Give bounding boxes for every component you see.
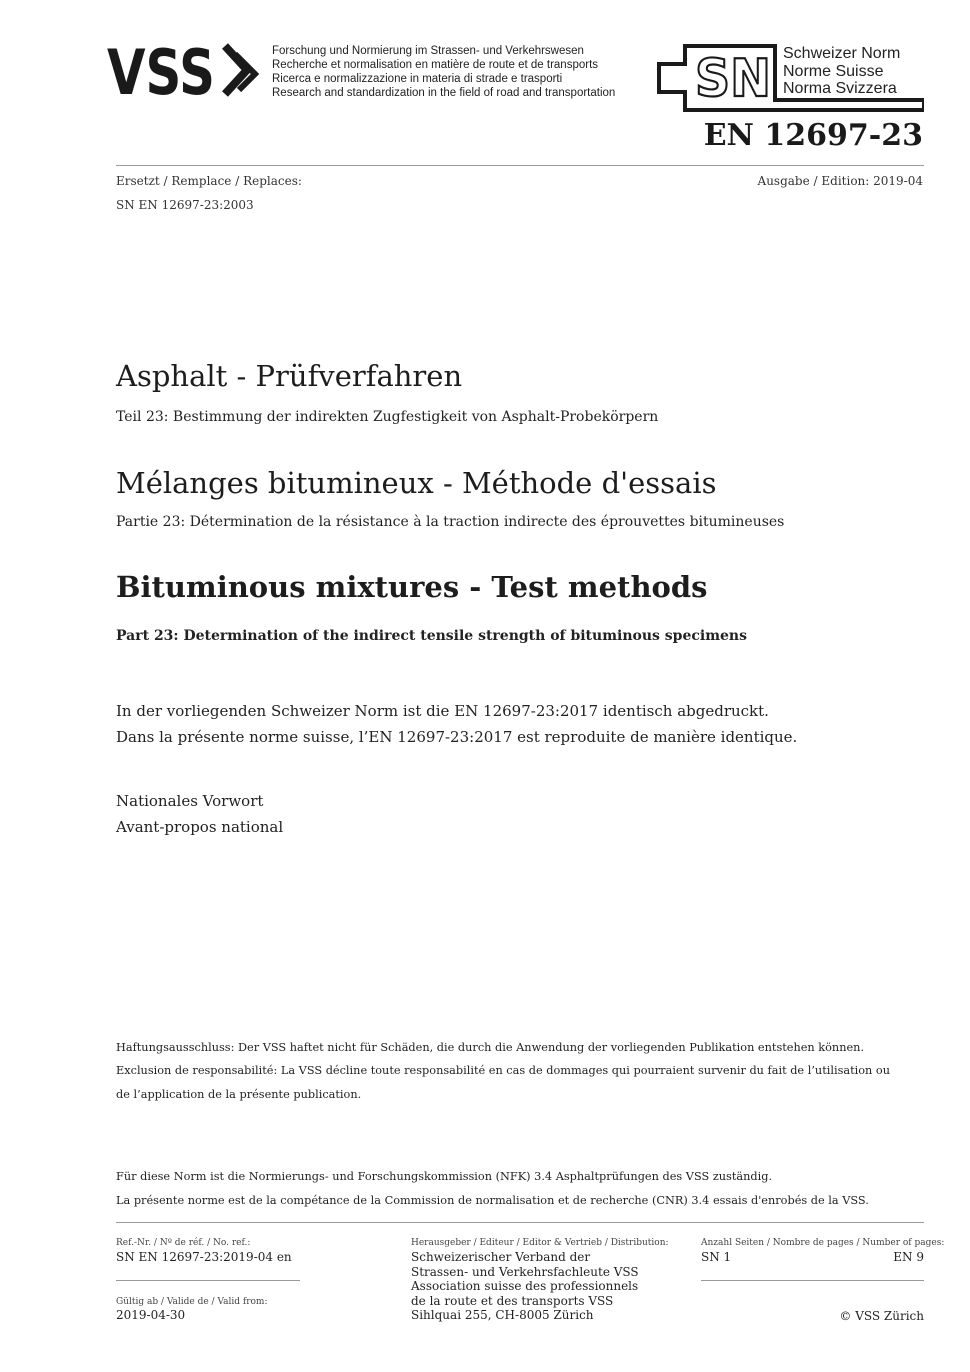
footer-col1-divider [116,1280,300,1281]
title-fr: Mélanges bitumineux - Méthode d'essais [116,466,717,500]
publisher-label: Herausgeber / Editeur / Editor & Vertrieb / Distribution: [411,1238,669,1248]
subtitle-fr: Partie 23: Détermination de la résistance à la traction indirecte des éprouvettes bitumineuses [116,514,785,530]
header-divider [116,165,924,166]
publisher-line: Strassen- und Verkehrsfachleute VSS [411,1264,639,1279]
publisher-line: Association suisse des professionnels [411,1279,639,1294]
valid-value: 2019-04-30 [116,1308,186,1322]
publisher-line: Schweizerischer Verband der [411,1250,591,1264]
pages-label: Anzahl Seiten / Nombre de pages / Number of pages: [701,1238,945,1248]
norm-name-fr: Norme Suisse [783,62,884,80]
identical-de: In der vorliegenden Schweizer Norm ist die EN 12697-23:2017 identisch abgedruckt. [116,702,769,720]
commission-de: Für diese Norm ist die Normierungs- und Forschungskommission (NFK) 3.4 Asphaltprüfungen des VSS zuständig. [116,1170,773,1183]
publisher-line: de la route et des transports VSS [411,1293,614,1308]
norm-name-de: Schweizer Norm [783,45,901,62]
pages-en: EN 9 [893,1250,924,1264]
disclaimer-line: Exclusion de responsabilité: La VSS décline toute responsabilité en cas de dommages qui pourraient survenir du fait de l’utilisation ou [116,1064,891,1077]
edition: Ausgabe / Edition: 2019-04 [757,174,923,188]
publisher-address [411,1250,639,1323]
subtitle-de: Teil 23: Bestimmung der indirekten Zugfestigkeit von Asphalt-Probekörpern [116,409,659,425]
disclaimer-line: Haftungsausschluss: Der VSS haftet nicht für Schäden, die durch die Anwendung der vorliegenden Publikation entstehen können. [116,1041,865,1054]
identical-fr: Dans la présente norme suisse, l’EN 12697-23:2017 est reproduite de manière identique. [116,728,798,746]
footer-divider [116,1222,924,1223]
norm-names [783,45,900,98]
copyright: © VSS Zürich [839,1309,924,1323]
replaces-value: SN EN 12697-23:2003 [116,198,254,212]
subtitle-en: Part 23: Determination of the indirect tensile strength of bituminous specimens [116,628,747,644]
ref-label: Ref.-Nr. / Nº de réf. / No. ref.: [116,1238,251,1248]
tagline-line: Forschung und Normierung im Strassen- und Verkehrswesen [272,45,584,57]
vss-tagline [272,44,615,100]
tagline-line: Ricerca e normalizzazione in materia di strade e trasporti [272,73,563,85]
pages-sn: SN 1 [701,1250,732,1264]
valid-label: Gültig ab / Valide de / Valid from: [116,1297,268,1307]
title-de: Asphalt - Prüfverfahren [116,359,463,393]
ref-value: SN EN 12697-23:2019-04 en [116,1250,292,1264]
footer-col3-divider [701,1280,924,1281]
svg-text:VSS: VSS [107,40,215,100]
vss-logo [107,40,267,100]
svg-text:SN: SN [695,49,771,109]
doc-number: EN 12697-23 [703,118,923,153]
foreword-de: Nationales Vorwort [116,792,264,810]
norm-name-it: Norma Svizzera [783,80,897,97]
tagline-line: Research and standardization in the field of road and transportation [272,87,616,99]
replaces-label: Ersetzt / Remplace / Replaces: [116,174,302,188]
tagline-line: Recherche et normalisation en matière de route et de transports [272,59,599,71]
title-en: Bituminous mixtures - Test methods [116,570,708,604]
publisher-line: Sihlquai 255, CH-8005 Zürich [411,1308,594,1323]
disclaimer-line: de l’application de la présente publication. [116,1088,362,1101]
foreword-fr: Avant-propos national [116,818,284,836]
commission-fr: La présente norme est de la compétance de la Commission de normalisation et de recherche (CNR) 3.4 essais d'enrobés de la VSS. [116,1194,869,1207]
